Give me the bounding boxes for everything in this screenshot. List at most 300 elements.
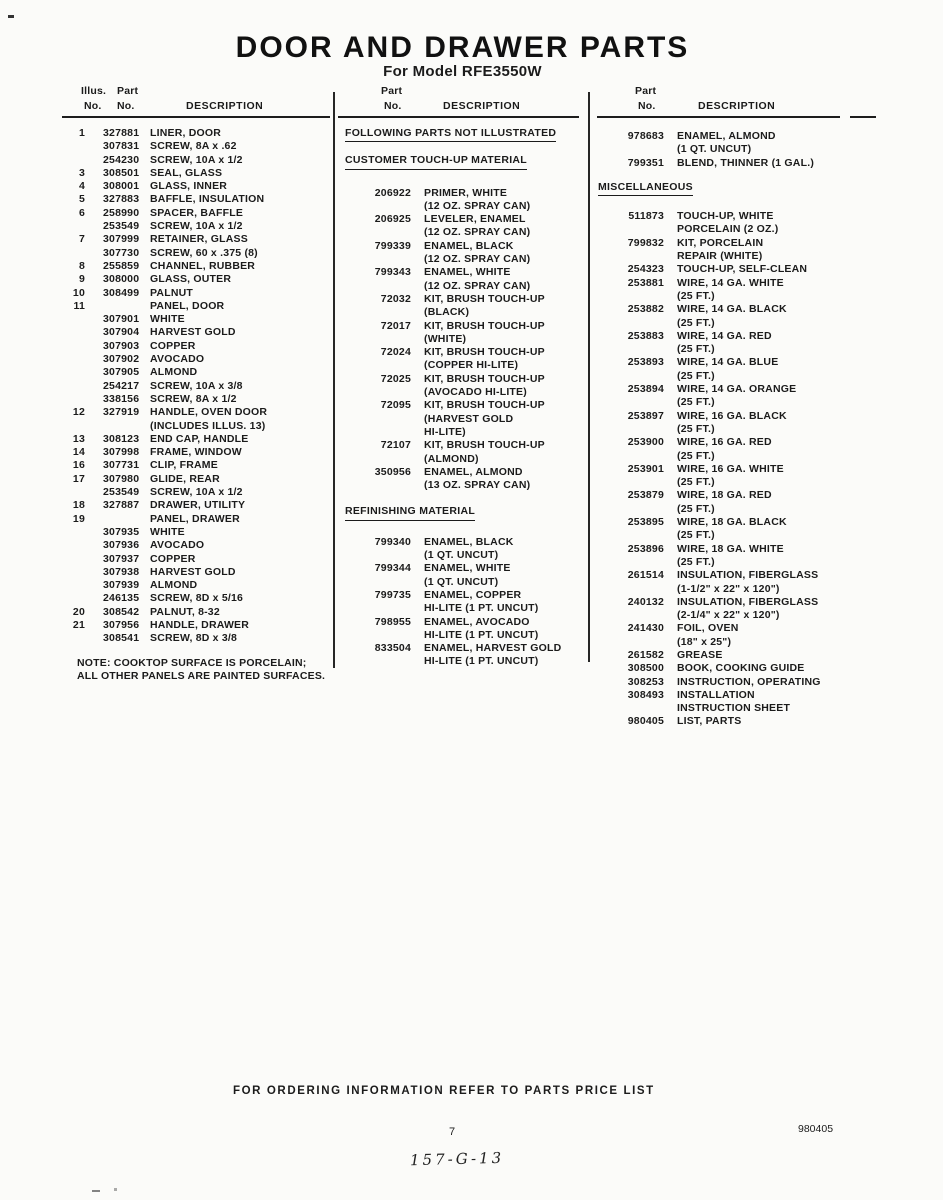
parts-row-line [345,602,579,615]
part-description: (ALMOND) [424,452,479,465]
part-description: GLASS, OUTER [150,273,232,286]
part-description: (1 QT. UNCUT) [424,549,499,562]
parts-row-line [62,446,330,459]
part-no: 799343 [374,266,411,279]
part-no [598,290,664,303]
parts-row-line [345,213,579,226]
part-no: 308541 [103,632,140,645]
col2-header-part: Part [381,85,403,97]
parts-row-line [62,340,330,353]
part-no: 72017 [380,319,411,332]
part-no: 307980 [103,472,140,485]
part-no: 307905 [103,366,140,379]
part-description: HI-LITE (1 PT. UNCUT) [424,655,539,668]
part-description: WIRE, 14 GA. BLACK [677,303,787,316]
part-description: KIT, BRUSH TOUCH-UP [424,319,545,332]
part-no: 253881 [627,276,664,289]
page-subtitle: For Model RFE3550W [383,63,542,80]
part-no: 253894 [627,383,664,396]
column-divider-right [588,92,590,662]
note-line: NOTE: COOKTOP SURFACE IS PORCELAIN; [77,656,307,669]
part-no: 72107 [380,439,411,452]
part-no [345,453,411,466]
col3-header [598,84,890,118]
parts-row-line [598,649,890,662]
parts-row-line [598,596,890,609]
parts-row-line [345,413,579,426]
parts-row-line [598,436,890,449]
parts-row-line [62,273,330,286]
part-description: KIT, BRUSH TOUCH-UP [424,292,545,305]
handwritten-mark: 157-G-13 [409,1148,505,1170]
parts-row-line [62,499,330,512]
part-description: ENAMEL, WHITE [424,266,511,279]
illus-no: 1 [78,127,85,139]
section-heading-customer-touchup [345,154,579,169]
part-description: AVOCADO [150,353,205,366]
col1-parts-table [62,127,330,646]
part-no [598,317,664,330]
part-no [598,396,664,409]
parts-row-line [345,386,579,399]
part-description: WHITE [150,313,185,326]
parts-row-line [598,489,890,502]
part-no: 255859 [103,259,140,272]
parts-row-line [345,266,579,279]
part-no: 307935 [103,525,140,538]
parts-row-line [62,300,330,313]
parts-row-line [598,330,890,343]
illus-no [62,380,85,393]
parts-row-line [598,450,890,463]
parts-row-line [598,543,890,556]
parts-row-line [345,536,579,549]
part-description: HI-LITE (1 PT. UNCUT) [424,602,539,615]
illus-no: 5 [78,193,85,206]
part-description: (1 QT. UNCUT) [424,575,499,588]
part-description: SCREW, 8D x 5/16 [150,592,244,605]
parts-row-line [345,320,579,333]
part-description: (25 FT.) [677,316,715,329]
part-description: CHANNEL, RUBBER [150,259,256,272]
part-no [345,359,411,372]
parts-row-line [345,655,579,668]
part-description: LINER, DOOR [150,127,222,139]
part-no [85,513,150,526]
parts-row-line [345,187,579,200]
parts-row-line [345,359,579,372]
part-no [598,423,664,436]
parts-row-line [345,346,579,359]
part-no [345,386,411,399]
parts-row-line [62,406,330,419]
scan-artifact [92,1190,100,1192]
part-description: PANEL, DOOR [150,299,225,312]
parts-row-line [62,353,330,366]
part-description: AVOCADO [150,539,205,552]
part-description: ENAMEL, WHITE [424,562,511,575]
parts-row-line [598,636,890,649]
page-title: DOOR AND DRAWER PARTS [235,31,690,64]
parts-row-line [598,370,890,383]
parts-row-line [345,466,579,479]
part-no: 241430 [627,622,664,635]
part-description: FOIL, OVEN [677,622,739,635]
parts-row-line [598,676,890,689]
part-no [345,306,411,319]
part-no: 253897 [627,409,664,422]
part-description: SCREW, 10A x 1/2 [150,220,243,233]
part-no: 307956 [103,618,140,631]
part-description: KIT, BRUSH TOUCH-UP [424,372,545,385]
part-description: COPPER [150,339,196,352]
part-no [598,450,664,463]
illus-no [62,553,85,566]
part-no: 72024 [380,346,411,359]
part-no: 72032 [380,292,411,305]
part-description: HI-LITE (1 PT. UNCUT) [424,628,539,641]
part-no: 253901 [627,462,664,475]
part-description: WIRE, 14 GA. WHITE [677,276,784,289]
illus-no: 8 [78,259,85,272]
part-description: SCREW, 8A x .62 [150,140,237,153]
parts-row-line [62,220,330,233]
part-description: HI-LITE) [424,425,466,438]
parts-row-line [62,420,330,433]
parts-row-line [345,226,579,239]
part-no: 308000 [103,273,140,286]
part-description: (25 FT.) [677,422,715,435]
part-description: WHITE [150,525,185,538]
illus-no [62,247,85,260]
illus-no [62,632,85,645]
illus-no [62,353,85,366]
part-description: (1-1/2" x 22" x 120") [677,582,780,595]
part-no: 799339 [374,239,411,252]
parts-row-line [598,463,890,476]
part-description: LEVELER, ENAMEL [424,213,526,226]
part-description: SCREW, 10A x 1/2 [150,486,243,499]
part-description: (12 OZ. SPRAY CAN) [424,279,531,292]
col2-header-no: No. [384,100,402,112]
part-description: RETAINER, GLASS [150,233,248,246]
parts-row-line [598,516,890,529]
illus-no: 20 [72,605,85,618]
parts-row-line [62,207,330,220]
illus-no [62,140,85,153]
part-no [598,370,664,383]
part-description: (1 QT. UNCUT) [677,143,752,156]
part-no: 799344 [374,562,411,575]
part-description: (25 FT.) [677,449,715,462]
parts-row-line [598,250,890,263]
parts-row-line [598,290,890,303]
scan-artifact [8,15,14,18]
part-description: ENAMEL, BLACK [424,239,514,252]
parts-row-line [598,609,890,622]
document-number: 980405 [798,1123,834,1135]
parts-row-line [345,333,579,346]
illus-no [62,486,85,499]
parts-row-line [62,513,330,526]
part-description: (25 FT.) [677,396,715,409]
parts-row-line [598,396,890,409]
part-no: 246135 [103,592,140,605]
illus-no: 6 [78,206,85,219]
part-description: KIT, PORCELAIN [677,236,764,249]
part-description: TOUCH-UP, SELF-CLEAN [677,263,808,276]
part-no: 307831 [103,140,140,153]
illus-no [62,420,85,433]
part-description: PALNUT, 8-32 [150,605,220,618]
part-description: ALMOND [150,579,198,592]
parts-row-line [62,287,330,300]
parts-row-line [345,549,579,562]
parts-row-line [598,503,890,516]
parts-row-line [598,157,890,170]
parts-row-line [598,423,890,436]
illus-no [62,539,85,552]
part-description: GLIDE, REAR [150,472,220,485]
part-description: KIT, BRUSH TOUCH-UP [424,439,545,452]
part-description: WIRE, 16 GA. RED [677,436,772,449]
part-no: 338156 [103,392,140,405]
part-no: 307730 [103,246,140,259]
illus-no: 17 [72,472,85,485]
part-no: 307936 [103,539,140,552]
part-no: 254323 [627,263,664,276]
parts-row-line [598,223,890,236]
column-divider-left [333,92,335,668]
part-description: HANDLE, DRAWER [150,618,250,631]
parts-row-line [345,616,579,629]
part-description: TOUCH-UP, WHITE [677,210,774,223]
parts-row-line [345,253,579,266]
parts-row-line [598,410,890,423]
part-no: 253900 [627,436,664,449]
part-description: (25 FT.) [677,529,715,542]
illus-no: 18 [72,499,85,512]
part-no: 327883 [103,193,140,206]
part-description: WIRE, 18 GA. WHITE [677,542,784,555]
part-description: (2-1/4" x 22" x 120") [677,609,780,622]
part-description: WIRE, 14 GA. RED [677,329,772,342]
part-no: 240132 [627,595,664,608]
parts-row-line [345,280,579,293]
parts-row-line [345,629,579,642]
part-no: 253549 [103,220,140,233]
part-no: 978683 [627,130,664,142]
column-miscellaneous [598,84,890,729]
part-no [598,609,664,622]
part-no: 72025 [380,372,411,385]
part-description: (25 FT.) [677,369,715,382]
parts-row-line [345,439,579,452]
parts-row-line [598,210,890,223]
part-description: INSTRUCTION, OPERATING [677,675,821,688]
part-description: ENAMEL, ALMOND [424,465,523,478]
refinishing-table [345,536,579,669]
part-no: 308493 [627,688,664,701]
part-description: SPACER, BAFFLE [150,206,244,219]
note-line: ALL OTHER PANELS ARE PAINTED SURFACES. [77,670,326,683]
part-no: 308123 [103,432,140,445]
parts-row-line [345,306,579,319]
part-no: 308253 [627,675,664,688]
part-no: 307903 [103,339,140,352]
part-no: 799340 [374,535,411,548]
part-description: (25 FT.) [677,289,715,302]
part-description: (18" x 25") [677,635,732,648]
part-no: 206922 [374,186,411,199]
part-no [598,583,664,596]
part-description: (12 OZ. SPRAY CAN) [424,226,531,239]
illus-no [62,220,85,233]
part-no [345,549,411,562]
part-no: 261514 [627,569,664,582]
section-heading-miscellaneous [598,181,890,196]
part-description: KIT, BRUSH TOUCH-UP [424,346,545,359]
part-no: 327881 [103,127,140,139]
parts-row-line [598,569,890,582]
illus-no [62,154,85,167]
parts-row-line [62,167,330,180]
part-no: 307998 [103,446,140,459]
part-no [345,413,411,426]
parts-row-line [345,453,579,466]
col3-header-part: Part [635,85,657,97]
parts-row-line [62,154,330,167]
part-description: REPAIR (WHITE) [677,250,763,263]
parts-row-line [598,143,890,156]
parts-row-line [598,277,890,290]
cooktop-note [77,657,330,684]
parts-row-line [62,127,330,140]
parts-row-line [62,260,330,273]
col3-header-description: DESCRIPTION [698,100,776,112]
part-description: SEAL, GLASS [150,166,223,179]
part-no: 253879 [627,489,664,502]
parts-row-line [62,473,330,486]
part-description: WIRE, 18 GA. BLACK [677,516,787,529]
parts-row-line [345,293,579,306]
section-heading-refinishing [345,505,579,520]
part-no [598,250,664,263]
part-no [345,629,411,642]
part-description: FRAME, WINDOW [150,446,242,459]
illus-no [62,340,85,353]
part-no: 980405 [627,715,664,728]
part-no [598,636,664,649]
part-no: 307904 [103,326,140,339]
illus-no: 13 [72,432,85,445]
parts-row-line [598,383,890,396]
part-description: (INCLUDES ILLUS. 13) [150,419,266,432]
part-description: (12 OZ. SPRAY CAN) [424,253,531,266]
part-description: ENAMEL, COPPER [424,588,522,601]
part-no [345,226,411,239]
illus-no: 4 [78,180,85,193]
part-no: 307939 [103,579,140,592]
part-no: 308500 [627,662,664,675]
parts-row-line [345,200,579,213]
part-no: 253549 [103,486,140,499]
parts-row-line [62,193,330,206]
part-description: HARVEST GOLD [150,326,236,339]
part-no [345,333,411,346]
part-description: GREASE [677,648,723,661]
column-illustrated-parts [62,84,330,684]
parts-row-line [345,479,579,492]
illus-no: 19 [72,512,85,525]
part-description: SCREW, 60 x .375 (8) [150,246,258,259]
part-no: 308001 [103,180,140,193]
column-touchup-material [345,84,579,669]
parts-row-line [62,606,330,619]
illus-no: 7 [78,233,85,246]
part-description: INSULATION, FIBERGLASS [677,569,819,582]
parts-row-line [345,576,579,589]
part-description: HARVEST GOLD [150,565,236,578]
part-description: KIT, BRUSH TOUCH-UP [424,399,545,412]
part-description: SCREW, 10A x 3/8 [150,379,243,392]
parts-row-line [598,715,890,728]
part-description: PALNUT [150,286,194,299]
customer-touchup-table [345,187,579,493]
illus-no: 3 [78,166,85,179]
parts-row-line [345,642,579,655]
illus-no [62,526,85,539]
part-description: PORCELAIN (2 OZ.) [677,223,779,236]
col1-header-illus: Illus. [81,85,107,97]
part-no: 253895 [627,516,664,529]
parts-row-line [62,566,330,579]
parts-row-line [62,619,330,632]
part-no [345,426,411,439]
illus-no: 16 [72,459,85,472]
part-description: (12 OZ. SPRAY CAN) [424,199,531,212]
part-description: (AVOCADO HI-LITE) [424,386,527,399]
part-description: LIST, PARTS [677,715,742,728]
illus-no: 14 [72,446,85,459]
parts-row-line [598,303,890,316]
part-no [598,529,664,542]
illus-no [62,393,85,406]
part-no: 307999 [103,233,140,246]
illus-no: 21 [72,618,85,631]
part-description: BLEND, THINNER (1 GAL.) [677,156,815,169]
part-description: SCREW, 10A x 1/2 [150,153,243,166]
parts-row-line [62,553,330,566]
part-description: BAFFLE, INSULATION [150,193,265,206]
parts-row-line [62,247,330,260]
part-description: PANEL, DRAWER [150,512,240,525]
part-description: CLIP, FRAME [150,459,218,472]
illus-no [62,366,85,379]
part-description: COPPER [150,552,196,565]
part-description: WIRE, 14 GA. ORANGE [677,383,797,396]
part-no [598,556,664,569]
parts-row-line [345,399,579,412]
parts-row-line [62,313,330,326]
part-description: BOOK, COOKING GUIDE [677,662,805,675]
miscellaneous-table [598,210,890,729]
part-no: 833504 [374,642,411,655]
part-description: ENAMEL, BLACK [424,535,514,548]
parts-row-line [598,343,890,356]
col1-header-no2: No. [117,100,135,112]
part-no [345,655,411,668]
